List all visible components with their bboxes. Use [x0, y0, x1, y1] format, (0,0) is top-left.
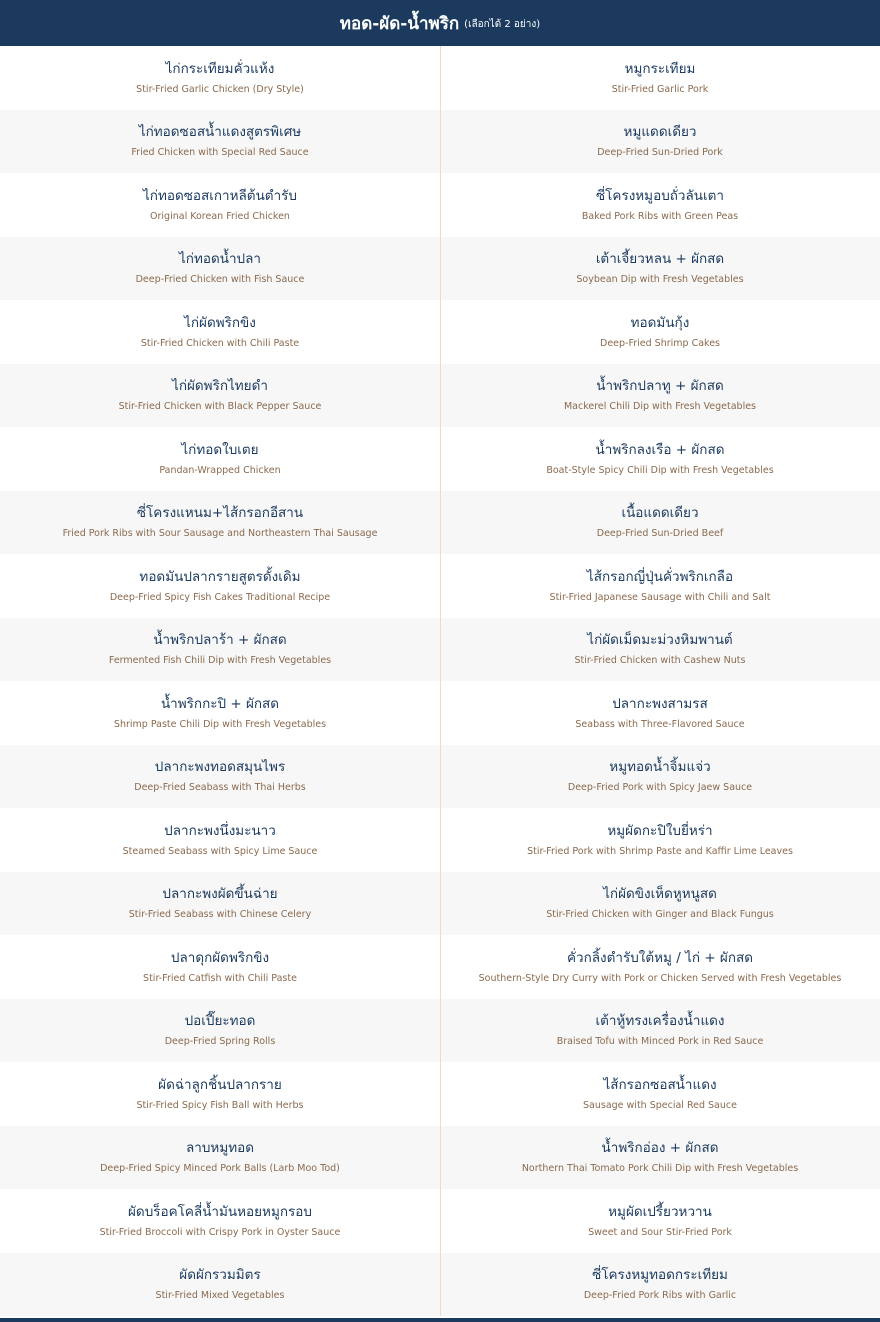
menu-row	[0, 1126, 880, 1190]
menu-item	[440, 1126, 880, 1190]
menu-item-thai-name: ไก่ผัดพริกไทยดำ	[172, 378, 268, 395]
menu-item-thai-name: ผัดฉ่าลูกชิ้นปลากราย	[158, 1076, 282, 1093]
menu-item-english-name: Pandan-Wrapped Chicken	[159, 464, 281, 476]
menu-item-english-name: Sausage with Special Red Sauce	[583, 1099, 737, 1111]
menu-item-thai-name: ผัดผักรวมมิตร	[179, 1267, 261, 1284]
menu-item	[440, 1189, 880, 1253]
menu-item-english-name: Stir-Fried Chicken with Cashew Nuts	[574, 655, 746, 667]
menu-row	[0, 999, 880, 1063]
menu-item	[0, 681, 440, 745]
menu-item-thai-name: ไส้กรอกญี่ปุ่นคั่วพริกเกลือ	[586, 568, 734, 585]
menu-row	[0, 872, 880, 936]
menu-item-thai-name: ซี่โครงหมูอบถั่วลันเตา	[596, 187, 724, 204]
menu-item-english-name: Deep-Fried Spring Rolls	[164, 1036, 276, 1048]
menu-item-english-name: Shrimp Paste Chili Dip with Fresh Vegetables	[113, 718, 327, 730]
menu-item-thai-name: ไก่ผัดพริกขิง	[184, 314, 256, 331]
menu-item-english-name: Stir-Fried Catfish with Chili Paste	[143, 972, 297, 984]
menu-item	[440, 745, 880, 809]
menu-item-thai-name: หมูผัดกะปิใบยี่หร่า	[607, 822, 713, 839]
menu-row	[0, 618, 880, 682]
menu-item-thai-name: ไก่ทอดใบเตย	[181, 441, 259, 458]
menu-item-english-name: Stir-Fried Mixed Vegetables	[155, 1290, 285, 1302]
menu-item	[0, 1253, 440, 1317]
menu-item	[440, 1253, 880, 1317]
menu-item-thai-name: ลาบหมูทอด	[186, 1140, 254, 1157]
menu-item-english-name: Deep-Fried Spicy Fish Cakes Traditional Recipe	[109, 591, 331, 603]
menu-item	[0, 745, 440, 809]
menu-item-english-name: Deep-Fried Seabass with Thai Herbs	[134, 782, 306, 794]
menu-item-english-name: Steamed Seabass with Spicy Lime Sauce	[122, 845, 318, 857]
menu-item-english-name: Sweet and Sour Stir-Fried Pork	[588, 1226, 732, 1238]
menu-item	[440, 237, 880, 301]
menu-item	[0, 46, 440, 110]
menu-item	[0, 1189, 440, 1253]
menu-item-english-name: Braised Tofu with Minced Pork in Red Sauce	[556, 1036, 764, 1048]
menu-item-english-name: Stir-Fried Garlic Chicken (Dry Style)	[136, 83, 304, 95]
menu-row	[0, 110, 880, 174]
menu-item	[440, 872, 880, 936]
menu-item-english-name: Deep-Fried Chicken with Fish Sauce	[135, 274, 305, 286]
menu-item	[0, 999, 440, 1063]
menu-item-thai-name: หมูทอดน้ำจิ้มแจ่ว	[609, 759, 711, 776]
menu-item-thai-name: ทอดมันปลากรายสูตรดั้งเดิม	[139, 568, 301, 585]
menu-row	[0, 1062, 880, 1126]
menu-item-thai-name: ซี่โครงแหนม+ไส้กรอกอีสาน	[136, 505, 304, 522]
menu-row	[0, 237, 880, 301]
menu-item-english-name: Baked Pork Ribs with Green Peas	[581, 210, 739, 222]
menu-item-thai-name: เนื้อแดดเดียว	[621, 505, 699, 522]
menu-item-thai-name: คั่วกลิ้งตำรับใต้หมู / ไก่ + ผักสด	[566, 949, 754, 966]
menu-item-english-name: Stir-Fried Japanese Sausage with Chili and Salt	[549, 591, 771, 603]
menu-item-thai-name: ปลากะพงผัดขึ้นฉ่าย	[162, 886, 278, 903]
menu-item-thai-name: ไก่ทอดน้ำปลา	[179, 251, 261, 268]
section-header	[0, 0, 880, 46]
menu-item	[0, 364, 440, 428]
menu-item-thai-name: ปลาดุกผัดพริกขิง	[170, 949, 270, 966]
menu-item	[0, 110, 440, 174]
menu-item	[440, 427, 880, 491]
menu-item-english-name: Boat-Style Spicy Chili Dip with Fresh Vegetables	[546, 464, 774, 476]
menu-item-english-name: Stir-Fried Seabass with Chinese Celery	[128, 909, 312, 921]
menu-item-english-name: Original Korean Fried Chicken	[150, 210, 290, 222]
menu-item	[0, 872, 440, 936]
menu-item	[0, 935, 440, 999]
menu-item-english-name: Seabass with Three-Flavored Sauce	[575, 718, 745, 730]
menu-item-english-name: Stir-Fried Pork with Shrimp Paste and Kaffir Lime Leaves	[527, 845, 793, 857]
menu-item-english-name: Deep-Fried Pork with Spicy Jaew Sauce	[567, 782, 753, 794]
menu-item-english-name: Deep-Fried Spicy Minced Pork Balls (Larb Moo Tod)	[100, 1163, 340, 1175]
menu-row	[0, 427, 880, 491]
footer-bar	[0, 1318, 880, 1322]
menu-row	[0, 1253, 880, 1317]
menu-item-thai-name: เต้าเจี้ยวหลน + ผักสด	[595, 251, 725, 268]
menu-row	[0, 364, 880, 428]
menu-item-english-name: Soybean Dip with Fresh Vegetables	[576, 274, 744, 286]
menu-item-thai-name: หมูแดดเดียว	[623, 124, 697, 141]
section-subtitle: (เลือกได้ 2 อย่าง)	[464, 19, 541, 30]
menu-row	[0, 1189, 880, 1253]
menu-item-thai-name: น้ำพริกปลาทู + ผักสด	[596, 378, 724, 395]
menu-item-thai-name: ไก่ทอดซอสน้ำแดงสูตรพิเศษ	[138, 124, 302, 141]
menu-item	[440, 491, 880, 555]
menu-item	[0, 554, 440, 618]
menu-item	[440, 110, 880, 174]
menu-table	[0, 46, 880, 1316]
menu-item	[440, 173, 880, 237]
menu-item	[0, 173, 440, 237]
menu-row	[0, 173, 880, 237]
menu-item-thai-name: ปอเปี๊ยะทอด	[184, 1013, 256, 1030]
menu-item-thai-name: ปลากะพงทอดสมุนไพร	[154, 759, 286, 776]
menu-item-thai-name: ทอดมันกุ้ง	[630, 314, 690, 331]
menu-item-thai-name: หมูกระเทียม	[624, 60, 696, 77]
menu-item-thai-name: น้ำพริกอ่อง + ผักสด	[601, 1140, 719, 1157]
menu-item	[440, 364, 880, 428]
menu-item-english-name: Stir-Fried Spicy Fish Ball with Herbs	[136, 1099, 304, 1111]
menu-item-thai-name: ซี่โครงหมูทอดกระเทียม	[592, 1267, 728, 1284]
menu-item	[0, 1126, 440, 1190]
menu-item-thai-name: ไก่ทอดซอสเกาหลีต้นตำรับ	[143, 187, 297, 204]
menu-item-thai-name: ไก่ผัดขิงเห็ดหูหนูสด	[603, 886, 717, 903]
menu-item-english-name: Fermented Fish Chili Dip with Fresh Vegetables	[108, 655, 332, 667]
menu-item	[440, 554, 880, 618]
menu-item	[440, 935, 880, 999]
menu-item	[0, 808, 440, 872]
menu-item	[440, 808, 880, 872]
menu-item-english-name: Stir-Fried Chicken with Ginger and Black Fungus	[546, 909, 774, 921]
menu-item	[440, 618, 880, 682]
section-title: ทอด-ผัด-น้ำพริก	[339, 13, 460, 34]
menu-item-english-name: Stir-Fried Chicken with Black Pepper Sauce	[118, 401, 322, 413]
menu-item	[440, 46, 880, 110]
menu-item-thai-name: ไก่ผัดเม็ดมะม่วงหิมพานต์	[587, 632, 733, 649]
menu-item-english-name: Northern Thai Tomato Pork Chili Dip with Fresh Vegetables	[521, 1163, 799, 1175]
menu-item-english-name: Deep-Fried Shrimp Cakes	[600, 337, 720, 349]
menu-item	[0, 427, 440, 491]
menu-item-english-name: Deep-Fried Sun-Dried Pork	[597, 147, 723, 159]
menu-row	[0, 745, 880, 809]
menu-item	[440, 1062, 880, 1126]
menu-item	[0, 618, 440, 682]
menu-item-english-name: Deep-Fried Pork Ribs with Garlic	[583, 1290, 737, 1302]
menu-item	[440, 300, 880, 364]
menu-item	[0, 300, 440, 364]
menu-item-english-name: Fried Chicken with Special Red Sauce	[131, 147, 309, 159]
menu-item-thai-name: ไส้กรอกซอสน้ำแดง	[603, 1076, 717, 1093]
menu-item-english-name: Mackerel Chili Dip with Fresh Vegetables	[563, 401, 757, 413]
menu-row	[0, 491, 880, 555]
menu-item-thai-name: เต้าหู้ทรงเครื่องน้ำแดง	[595, 1013, 725, 1030]
menu-item-english-name: Deep-Fried Sun-Dried Beef	[596, 528, 724, 540]
menu-item-thai-name: น้ำพริกกะปิ + ผักสด	[160, 695, 280, 712]
menu-item-english-name: Stir-Fried Broccoli with Crispy Pork in Oyster Sauce	[99, 1226, 341, 1238]
menu-item	[0, 491, 440, 555]
menu-item	[0, 1062, 440, 1126]
menu-item-thai-name: ปลากะพงสามรส	[612, 695, 708, 712]
menu-item-thai-name: น้ำพริกลงเรือ + ผักสด	[595, 441, 725, 458]
menu-item-thai-name: ปลากะพงนึ่งมะนาว	[164, 822, 276, 839]
menu-item-thai-name: น้ำพริกปลาร้า + ผักสด	[153, 632, 287, 649]
menu-item-thai-name: หมูผัดเปรี้ยวหวาน	[608, 1203, 712, 1220]
menu-item	[440, 681, 880, 745]
menu-row	[0, 46, 880, 110]
menu-item-english-name: Stir-Fried Garlic Pork	[611, 83, 709, 95]
menu-item-english-name: Stir-Fried Chicken with Chili Paste	[140, 337, 300, 349]
menu-row	[0, 300, 880, 364]
menu-item	[0, 237, 440, 301]
menu-item	[440, 999, 880, 1063]
menu-item-thai-name: ผัดบร็อคโคลี่น้ำมันหอยหมูกรอบ	[128, 1203, 312, 1220]
menu-row	[0, 554, 880, 618]
menu-row	[0, 681, 880, 745]
menu-item-english-name: Fried Pork Ribs with Sour Sausage and Northeastern Thai Sausage	[62, 528, 378, 540]
menu-item-english-name: Southern-Style Dry Curry with Pork or Chicken Served with Fresh Vegetables	[478, 972, 842, 984]
menu-row	[0, 808, 880, 872]
menu-row	[0, 935, 880, 999]
menu-item-thai-name: ไก่กระเทียมคั่วแห้ง	[165, 60, 275, 77]
